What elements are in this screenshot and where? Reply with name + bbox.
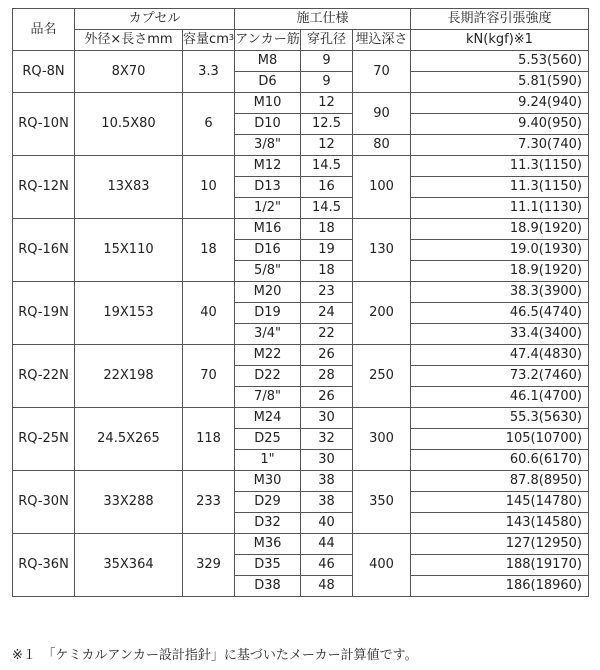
anchor-cell: 7/8" [235, 387, 301, 408]
hole-diameter-cell: 14.5 [301, 198, 353, 219]
product-name-cell: RQ-30N [13, 471, 75, 534]
anchor-cell: 3/4" [235, 324, 301, 345]
footnote: ※１ 「ケミカルアンカー設計指針」に基づいたメーカー計算値です。 [12, 648, 418, 663]
header-construction: 施工仕様 [235, 9, 411, 30]
hole-diameter-cell: 26 [301, 345, 353, 366]
anchor-cell: M12 [235, 156, 301, 177]
table-row [13, 408, 589, 429]
embed-depth-cell: 400 [353, 534, 411, 597]
hole-diameter-cell: 24 [301, 303, 353, 324]
strength-cell: 145(14780) [411, 492, 589, 513]
header-volume [183, 30, 235, 51]
header-depth: 埋込深さ [353, 30, 411, 51]
header-strength-unit: kN(kgf)※1 [411, 30, 589, 51]
anchor-cell: M36 [235, 534, 301, 555]
anchor-cell: D29 [235, 492, 301, 513]
strength-cell: 55.3(5630) [411, 408, 589, 429]
table-row [13, 282, 589, 303]
product-name-cell: RQ-10N [13, 93, 75, 156]
strength-cell: 11.3(1150) [411, 156, 589, 177]
strength-cell: 33.4(3400) [411, 324, 589, 345]
capsule-volume-cell: 18 [183, 219, 235, 282]
anchor-cell: M8 [235, 51, 301, 72]
table-header [13, 9, 589, 51]
strength-cell: 5.81(590) [411, 72, 589, 93]
anchor-cell: D16 [235, 240, 301, 261]
capsule-volume-cell: 6 [183, 93, 235, 156]
strength-cell: 11.1(1130) [411, 198, 589, 219]
capsule-dimension-cell: 15X110 [75, 219, 183, 282]
hole-diameter-cell: 12 [301, 135, 353, 156]
strength-cell: 5.53(560) [411, 51, 589, 72]
header-anchor: アンカー筋 [235, 30, 301, 51]
capsule-dimension-cell: 22X198 [75, 345, 183, 408]
hole-diameter-cell: 48 [301, 576, 353, 597]
hole-diameter-cell: 32 [301, 429, 353, 450]
strength-cell: 9.24(940) [411, 93, 589, 114]
capsule-volume-cell: 10 [183, 156, 235, 219]
capsule-dimension-cell: 13X83 [75, 156, 183, 219]
header-capsule: カプセル [75, 9, 235, 30]
strength-cell: 19.0(1930) [411, 240, 589, 261]
anchor-cell: M30 [235, 471, 301, 492]
anchor-cell: D25 [235, 429, 301, 450]
spec-table-container [12, 8, 588, 597]
anchor-cell: D38 [235, 576, 301, 597]
embed-depth-cell: 100 [353, 156, 411, 219]
strength-cell: 11.3(1150) [411, 177, 589, 198]
strength-cell: 18.9(1920) [411, 219, 589, 240]
capsule-dimension-cell: 19X153 [75, 282, 183, 345]
capsule-dimension-cell: 33X288 [75, 471, 183, 534]
hole-diameter-cell: 46 [301, 555, 353, 576]
anchor-cell: M24 [235, 408, 301, 429]
embed-depth-cell: 90 [353, 93, 411, 135]
strength-cell: 127(12950) [411, 534, 589, 555]
embed-depth-cell: 200 [353, 282, 411, 345]
header-strength: 長期許容引張強度 [411, 9, 589, 30]
product-name-cell: RQ-12N [13, 156, 75, 219]
anchor-cell: D19 [235, 303, 301, 324]
table-row [13, 93, 589, 114]
hole-diameter-cell: 9 [301, 72, 353, 93]
hole-diameter-cell: 30 [301, 408, 353, 429]
table-body [13, 51, 589, 597]
strength-cell: 38.3(3900) [411, 282, 589, 303]
capsule-dimension-cell: 8X70 [75, 51, 183, 93]
hole-diameter-cell: 40 [301, 513, 353, 534]
capsule-volume-cell: 118 [183, 408, 235, 471]
table-row [13, 345, 589, 366]
hole-diameter-cell: 12 [301, 93, 353, 114]
hole-diameter-cell: 38 [301, 471, 353, 492]
hole-diameter-cell: 23 [301, 282, 353, 303]
table-row [13, 219, 589, 240]
anchor-cell: D13 [235, 177, 301, 198]
hole-diameter-cell: 26 [301, 387, 353, 408]
table-row [13, 51, 589, 72]
product-name-cell: RQ-25N [13, 408, 75, 471]
product-name-cell: RQ-16N [13, 219, 75, 282]
product-name-cell: RQ-8N [13, 51, 75, 93]
capsule-dimension-cell: 35X364 [75, 534, 183, 597]
header-volume-sup: 3 [228, 33, 234, 42]
anchor-cell: M22 [235, 345, 301, 366]
capsule-volume-cell: 329 [183, 534, 235, 597]
embed-depth-cell: 300 [353, 408, 411, 471]
anchor-cell: 1" [235, 450, 301, 471]
product-name-cell: RQ-22N [13, 345, 75, 408]
hole-diameter-cell: 16 [301, 177, 353, 198]
anchor-cell: D35 [235, 555, 301, 576]
anchor-cell: M20 [235, 282, 301, 303]
hole-diameter-cell: 18 [301, 261, 353, 282]
anchor-cell: M10 [235, 93, 301, 114]
capsule-volume-cell: 3.3 [183, 51, 235, 93]
product-name-cell: RQ-19N [13, 282, 75, 345]
header-volume-label: 容量cm [183, 32, 229, 47]
embed-depth-cell: 250 [353, 345, 411, 408]
product-name-cell: RQ-36N [13, 534, 75, 597]
strength-cell: 46.1(4700) [411, 387, 589, 408]
capsule-dimension-cell: 24.5X265 [75, 408, 183, 471]
strength-cell: 105(10700) [411, 429, 589, 450]
embed-depth-cell: 350 [353, 471, 411, 534]
strength-cell: 7.30(740) [411, 135, 589, 156]
anchor-cell: D32 [235, 513, 301, 534]
capsule-volume-cell: 233 [183, 471, 235, 534]
table-row [13, 471, 589, 492]
hole-diameter-cell: 22 [301, 324, 353, 345]
embed-depth-cell: 80 [353, 135, 411, 156]
strength-cell: 73.2(7460) [411, 366, 589, 387]
strength-cell: 60.6(6170) [411, 450, 589, 471]
strength-cell: 188(19170) [411, 555, 589, 576]
spec-table [12, 8, 589, 597]
strength-cell: 47.4(4830) [411, 345, 589, 366]
anchor-cell: D6 [235, 72, 301, 93]
embed-depth-cell: 130 [353, 219, 411, 282]
capsule-volume-cell: 70 [183, 345, 235, 408]
header-product: 品名 [13, 9, 75, 51]
strength-cell: 186(18960) [411, 576, 589, 597]
anchor-cell: 3/8" [235, 135, 301, 156]
hole-diameter-cell: 28 [301, 366, 353, 387]
table-row [13, 534, 589, 555]
anchor-cell: D10 [235, 114, 301, 135]
hole-diameter-cell: 30 [301, 450, 353, 471]
header-hole: 穿孔径 [301, 30, 353, 51]
header-dimension: 外径×長さmm [75, 30, 183, 51]
capsule-volume-cell: 40 [183, 282, 235, 345]
anchor-cell: M16 [235, 219, 301, 240]
hole-diameter-cell: 44 [301, 534, 353, 555]
anchor-cell: 1/2" [235, 198, 301, 219]
strength-cell: 46.5(4740) [411, 303, 589, 324]
strength-cell: 143(14580) [411, 513, 589, 534]
hole-diameter-cell: 38 [301, 492, 353, 513]
anchor-cell: D22 [235, 366, 301, 387]
hole-diameter-cell: 19 [301, 240, 353, 261]
table-row [13, 156, 589, 177]
hole-diameter-cell: 18 [301, 219, 353, 240]
strength-cell: 9.40(950) [411, 114, 589, 135]
embed-depth-cell: 70 [353, 51, 411, 93]
capsule-dimension-cell: 10.5X80 [75, 93, 183, 156]
hole-diameter-cell: 9 [301, 51, 353, 72]
strength-cell: 18.9(1920) [411, 261, 589, 282]
hole-diameter-cell: 12.5 [301, 114, 353, 135]
hole-diameter-cell: 14.5 [301, 156, 353, 177]
anchor-cell: 5/8" [235, 261, 301, 282]
strength-cell: 87.8(8950) [411, 471, 589, 492]
